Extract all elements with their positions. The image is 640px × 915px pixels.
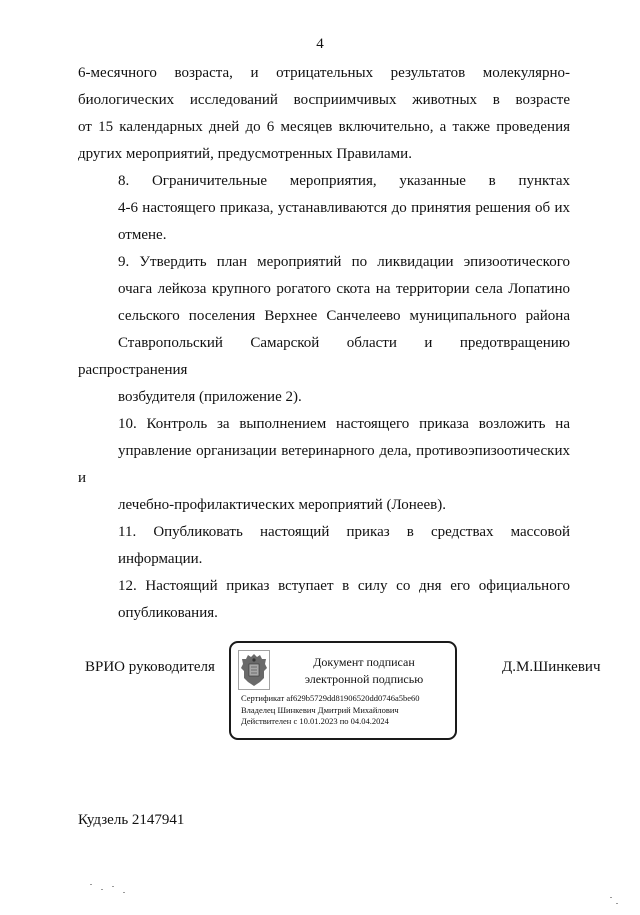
paragraph-line: 8. Ограничительные мероприятия, указанные в пунктах (118, 173, 570, 189)
paragraph-line: биологических исследований восприимчивых животных в возрасте (78, 92, 570, 108)
scan-speck (112, 886, 114, 887)
executor-info: Кудзель 2147941 (78, 812, 185, 828)
paragraph (78, 573, 570, 627)
paragraph (78, 168, 570, 249)
paragraph-line: 10. Контроль за выполнением настоящего приказа возложить на (118, 416, 570, 432)
paragraph (78, 249, 570, 411)
paragraph-line: информации. (118, 551, 203, 567)
signer-name: Д.М.Шинкевич (502, 659, 601, 675)
coat-of-arms-icon (238, 650, 270, 690)
stamp-validity: Действителен с 10.01.2023 по 04.04.2024 (241, 716, 389, 726)
paragraph (78, 60, 570, 168)
stamp-heading-line-2: электронной подписью (304, 672, 424, 686)
paragraph-line: управление организации ветеринарного дела, противоэпизоотических и (78, 443, 570, 486)
stamp-owner: Владелец Шинкевич Дмитрий Михайлович (241, 704, 399, 715)
paragraph-line: 12. Настоящий приказ вступает в силу со дня его официального (118, 578, 570, 594)
stamp-heading-line-1: Документ подписан (313, 655, 415, 669)
signer-position: ВРИО руководителя (85, 659, 215, 675)
scan-speck (616, 903, 618, 904)
paragraph (78, 519, 570, 573)
paragraph-line: других мероприятий, предусмотренных Правилами. (78, 146, 412, 162)
paragraph-line: 4-6 настоящего приказа, устанавливаются до принятия решения об их (118, 200, 570, 216)
scan-speck (101, 889, 103, 890)
paragraph-line: от 15 календарных дней до 6 месяцев включительно, а также проведения (78, 119, 570, 135)
paragraph-line: отмене. (118, 227, 167, 243)
stamp-certificate: Сертификат af629b5729dd81906520dd0746a5be60 (241, 693, 420, 703)
scan-speck (123, 892, 125, 893)
stamp-details (241, 693, 453, 728)
paragraph-line: 9. Утвердить план мероприятий по ликвидации эпизоотического (118, 254, 570, 270)
paragraph-line: возбудителя (приложение 2). (118, 389, 302, 405)
page-number: 4 (316, 36, 324, 52)
paragraph-line: 6-месячного возраста, и отрицательных результатов молекулярно- (78, 65, 570, 81)
paragraph-line: очага лейкоза крупного рогатого скота на территории села Лопатино (118, 281, 570, 297)
scan-speck (610, 897, 612, 898)
paragraph-line: лечебно-профилактических мероприятий (Лонеев). (118, 497, 446, 513)
paragraph-line: 11. Опубликовать настоящий приказ в средствах массовой (118, 524, 570, 540)
document-body (78, 60, 570, 627)
scan-speck (90, 884, 92, 885)
stamp-heading (275, 654, 453, 688)
paragraph-line: опубликования. (118, 605, 218, 621)
paragraph-line: Ставропольский Самарской области и предотвращению распространения (78, 335, 570, 378)
paragraph-line: сельского поселения Верхнее Санчелеево муниципального района (118, 308, 570, 324)
e-signature-stamp (229, 641, 457, 740)
paragraph (78, 411, 570, 519)
